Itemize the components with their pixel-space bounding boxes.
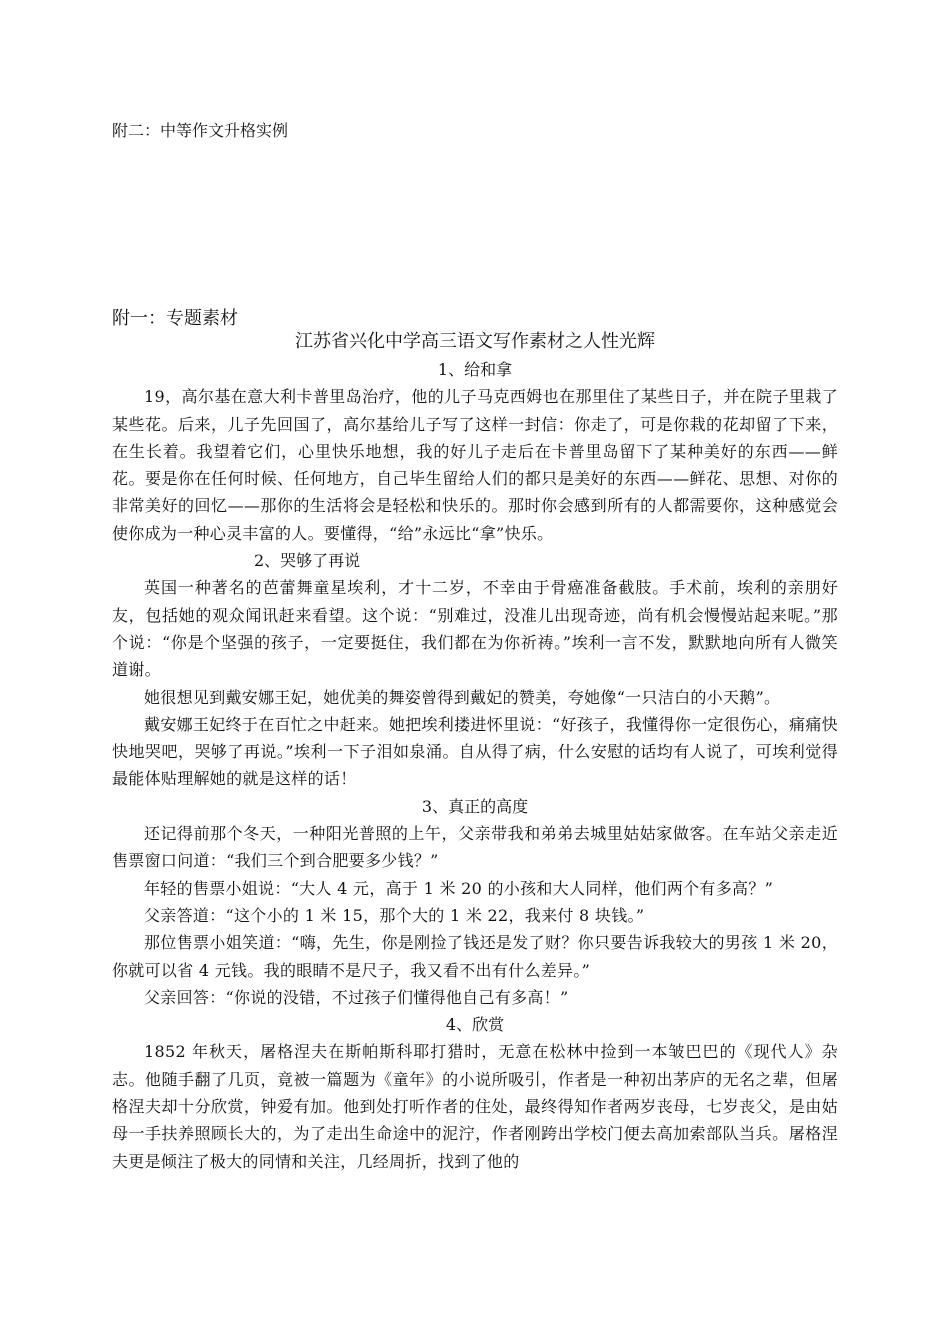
document-title: 江苏省兴化中学高三语文写作素材之人性光辉	[295, 331, 655, 352]
paragraph: 那位售票小姐笑道：“嗨，先生，你是刚捡了钱还是发了财？你只要告诉我较大的男孩 1 米 20，你就可以省 4 元钱。我的眼睛不是尺子，我又看不出有什么差异。”	[112, 933, 838, 980]
paragraph: 父亲答道：“这个小的 1 米 15，那个大的 1 米 22，我来付 8 块钱。”	[144, 905, 645, 925]
section-heading: 1、给和拿	[437, 360, 513, 379]
paragraph: 1852 年秋天，屠格涅夫在斯帕斯科耶打猎时，无意在松林中捡到一本皱巴巴的《现代人》杂志。他随手翻了几页，竟被一篇题为《童年》的小说所吸引，作者是一种初出茅庐的无名之辈，但屠格涅夫却十分欣赏，钟爱有加。他到处打听作者的住处，最终得知作者两岁丧母，七岁丧父，是由姑母一手扶养照顾长大的，为了走出生命途中的泥泞，作者刚跨出学校门便去高加索部队当兵。屠格涅夫更是倾注了极大的同情和关注，几经周折，找到了他的	[112, 1042, 838, 1171]
paragraph: 19，高尔基在意大利卡普里岛治疗，他的儿子马克西姆也在那里住了某些日子，并在院子里栽了某些花。后来，儿子先回国了，高尔基给儿子写了这样一封信：你走了，可是你栽的花却留了下来，在生长着。我望着它们，心里快乐地想，我的好儿子走后在卡普里岛留下了某种美好的东西——鲜花。要是你在任何时候、任何地方，自己毕生留给人们的都只是美好的东西——鲜花、思想、对你的非常美好的回忆——那你的生活将会是轻松和快乐的。那时你会感到所有的人都需要你，这种感觉会使你成为一种心灵丰富的人。要懂得，“给”永远比“拿”快乐。	[112, 387, 838, 543]
paragraph: 还记得前那个冬天，一种阳光普照的上午，父亲带我和弟弟去城里姑姑家做客。在车站父亲走近售票窗口问道：“我们三个到合肥要多少钱？”	[112, 824, 838, 871]
paragraph: 戴安娜王妃终于在百忙之中赶来。她把埃利搂进怀里说：“好孩子，我懂得你一定很伤心，痛痛快快地哭吧，哭够了再说。”埃利一下子泪如泉涌。自从得了病，什么安慰的话均有人说了，可埃利觉得最能体贴理解她的就是这样的话！	[112, 714, 838, 789]
paragraph: 她很想见到戴安娜王妃，她优美的舞姿曾得到戴妃的赞美，夸她像“一只洁白的小天鹅”。	[144, 687, 781, 707]
section-heading: 3、真正的高度	[421, 796, 529, 816]
section-heading: 2、哭够了再说	[254, 551, 361, 571]
appendix-two-heading: 附二：中等作文升格实例	[112, 121, 289, 140]
paragraph: 年轻的售票小姐说：“大人 4 元，高于 1 米 20 的小孩和大人同样，他们两个有多高？”	[144, 878, 774, 898]
document-body	[112, 328, 838, 1175]
section-heading: 4、欣赏	[445, 1015, 505, 1035]
appendix-one-heading: 附一：专题素材	[112, 308, 238, 329]
paragraph: 父亲回答：“你说的没错，不过孩子们懂得他自己有多高！”	[144, 987, 569, 1007]
paragraph: 英国一种著名的芭蕾舞童星埃利，才十二岁，不幸由于骨癌准备截肢。手术前，埃利的亲朋好友，包括她的观众闻讯赶来看望。这个说：“别难过，没准儿出现奇迹，尚有机会慢慢站起来呢。”那个说：“你是个坚强的孩子，一定要挺住，我们都在为你祈祷。”埃利一言不发，默默地向所有人微笑道谢。	[112, 578, 838, 680]
